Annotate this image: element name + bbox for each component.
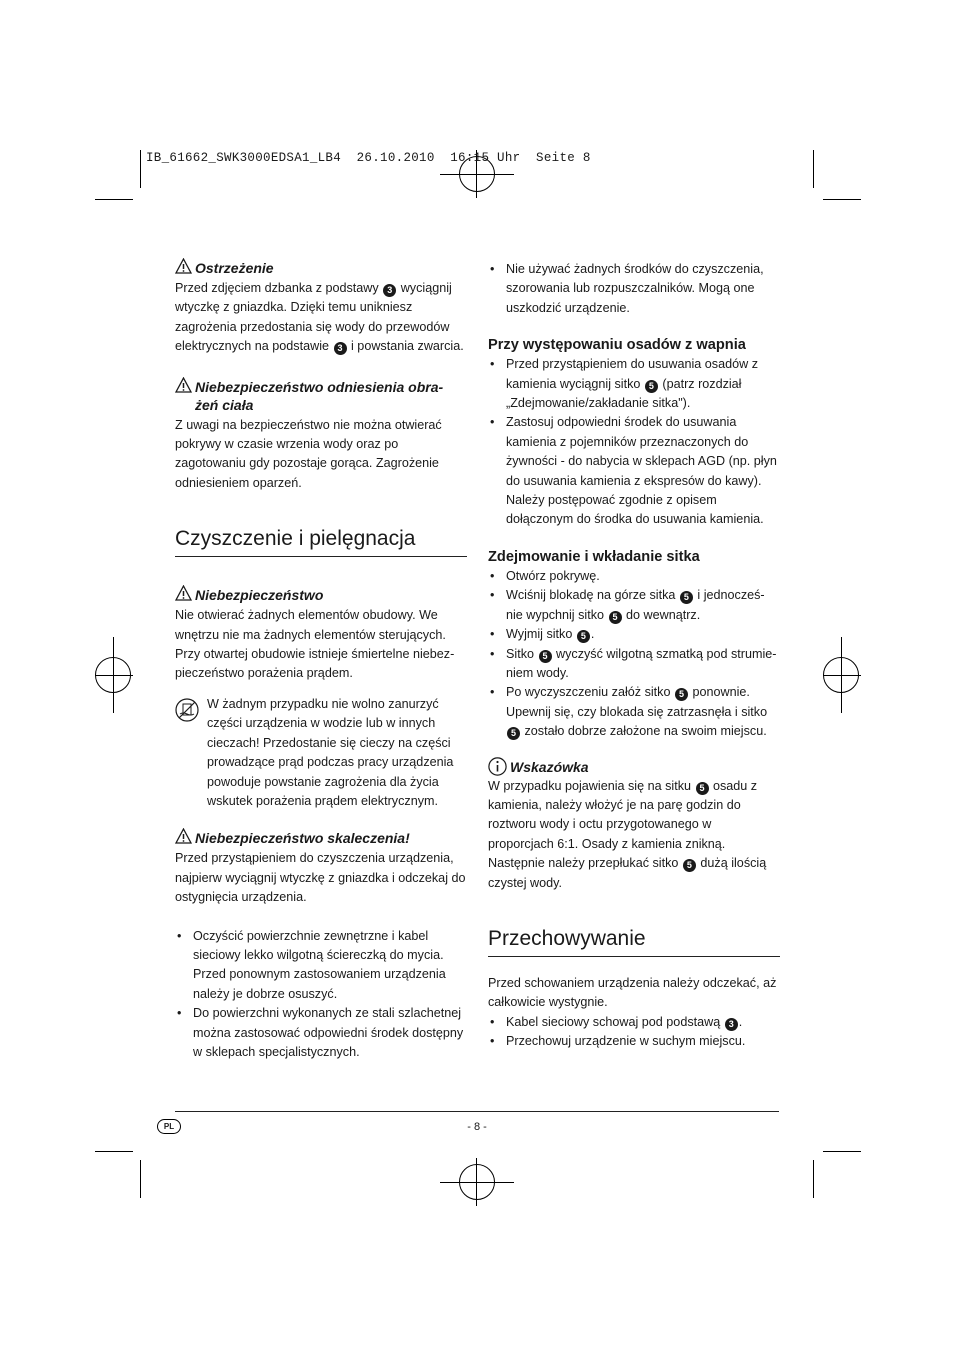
storage-intro: Przed schowaniem urządzenia należy odczekać, aż całkowicie wystygnie. [488, 975, 777, 1010]
limescale-list [488, 355, 780, 530]
cleaning-list [175, 927, 467, 1063]
part-number-3: 3 [383, 284, 396, 297]
footer-rule [175, 1111, 779, 1112]
language-badge: PL [157, 1119, 181, 1134]
list-item: • Wciśnij blokadę na górze sitka 5 i jednocześ- nie wypchnij sitko 5 do wewnątrz. [488, 586, 780, 625]
part-number-3: 3 [725, 1018, 738, 1031]
list-item: • Wyjmij sitko 5 . [488, 625, 780, 644]
cut-warning-text: Przed przystąpieniem do czyszczenia urządzenia, najpierw wyciągnij wtyczkę z gniazdka i odczekaj do ostygnięcia urządzenia. [175, 851, 466, 905]
burn-warning-text: Z uwagi na bezpieczeństwo nie można otwierać pokrywy w czasie wrzenia wody oraz po zagotowaniu gdy pozostaje gorąca. Zagrożenie odniesieniem oparzeń. [175, 417, 442, 490]
list-item: • Po wyczyszczeniu załóż sitko 5 ponownie. Upewnij się, czy blokada się zatrzasnęła i sitko 5 zostało dobrze założone na swoim miejscu. [488, 683, 780, 741]
filter-heading: Zdejmowanie i wkładanie sitka [488, 548, 700, 565]
part-number-5: 5 [507, 727, 520, 740]
danger-heading: Niebezpieczeństwo [175, 586, 467, 604]
part-number-5: 5 [539, 650, 552, 663]
danger-text: Nie otwierać żadnych elementów obudowy. We wnętrzu nie ma żadnych elementów sterujących. Przy otwartej obudowie istnieje śmiertelne niebez- pieczeństwo porażenia prądem. [175, 608, 455, 681]
hint-text: W przypadku pojawienia się na sitku 5 osadu z kamienia, należy włożyć je na parę godzin do roztworu wody i octu przygotowanego w proporcjach 6:1. Osady z kamienia znikną. Następnie należy przepłukać sitko 5 dużą ilością czystej wody. [488, 778, 767, 890]
burn-warning-heading: Niebezpieczeństwo odniesienia obra- żeń ciała [175, 378, 460, 414]
part-number-5: 5 [675, 688, 688, 701]
left-column [175, 259, 467, 1062]
list-item: • Zastosuj odpowiedni środek do usuwania kamienia z pojemników przeznaczonych do żywności - do nabycia w sklepach AGD (np. płyn do usuwania kamienia z ekspresów do kawy). Należy postępować zgodnie z opisem dołączonym do środka do usuwania kamienia. [488, 413, 780, 529]
list-item: • Przed przystąpieniem do usuwania osadów z kamienia wyciągnij sitko 5 (patrz rozdział „Zdejmowanie/zakładanie sitka"). [488, 355, 780, 413]
list-item: • Do powierzchni wykonanych ze stali szlachetnej można zastosować odpowiedni środek dostępny w sklepach specjalistycznych. [175, 1004, 467, 1062]
warning-text: Przed zdjęciem dzbanka z podstawy 3 wyciągnij wtyczkę z gniazdka. Dzięki temu unikniesz zagrożenia przedostania się wody do przewodów elektrycznych na podstawie 3 i powstania zwarcia. [175, 281, 464, 354]
section-title-storage: Przechowywanie [488, 926, 780, 957]
part-number-5: 5 [683, 859, 696, 872]
list-item: • Otwórz pokrywę. [488, 567, 780, 586]
warning-triangle-icon [175, 585, 192, 601]
storage-list [488, 1013, 780, 1052]
list-item: • Przechowuj urządzenie w suchym miejscu. [488, 1032, 780, 1051]
part-number-3: 3 [334, 342, 347, 355]
list-item: • Sitko 5 wyczyść wilgotną szmatką pod strumie- niem wody. [488, 645, 780, 684]
no-immerse-block [175, 695, 467, 811]
list-item: • Oczyścić powierzchnie zewnętrzne i kabel sieciowy lekko wilgotną ściereczką do mycia. Przed ponownym zastosowaniem urządzenia należy je dobrze osuszyć. [175, 927, 467, 1005]
list-item: • Nie używać żadnych środków do czyszczenia, szorowania lub rozpuszczalników. Mogą one uszkodzić urządzenie. [488, 260, 780, 318]
page-number: - 8 - [467, 1121, 487, 1133]
warning-triangle-icon [175, 258, 192, 274]
warning-triangle-icon [175, 828, 192, 844]
warning-triangle-icon [175, 377, 192, 393]
part-number-5: 5 [609, 611, 622, 624]
part-number-5: 5 [696, 782, 709, 795]
no-immerse-text: W żadnym przypadku nie wolno zanurzyć części urządzenia w wodzie lub w innych cieczach! Przedostanie się cieczy na części prowadzące prąd podczas pracy urządzenia powoduje powstanie zagrożenia dla życia wskutek porażenia prądem elektrycznym. [207, 696, 454, 808]
filter-list [488, 567, 780, 742]
part-number-5: 5 [680, 591, 693, 604]
part-number-5: 5 [577, 630, 590, 643]
print-slug: IB_61662_SWK3000EDSA1_LB4 26.10.2010 16:15 Uhr Seite 8 [146, 151, 591, 165]
right-column [488, 260, 780, 1052]
no-immerse-icon [175, 698, 199, 722]
section-title-cleaning: Czyszczenie i pielęgnacja [175, 526, 467, 557]
cut-warning-heading: Niebezpieczeństwo skaleczenia! [175, 829, 467, 847]
info-icon [488, 757, 507, 776]
warning-heading: Ostrzeżenie [175, 259, 467, 277]
list-item: • Kabel sieciowy schowaj pod podstawą 3 . [488, 1013, 780, 1032]
part-number-5: 5 [645, 380, 658, 393]
hint-heading: Wskazówka [488, 758, 780, 776]
limescale-heading: Przy występowaniu osadów z wapnia [488, 337, 746, 354]
no-agents-list [488, 260, 780, 318]
